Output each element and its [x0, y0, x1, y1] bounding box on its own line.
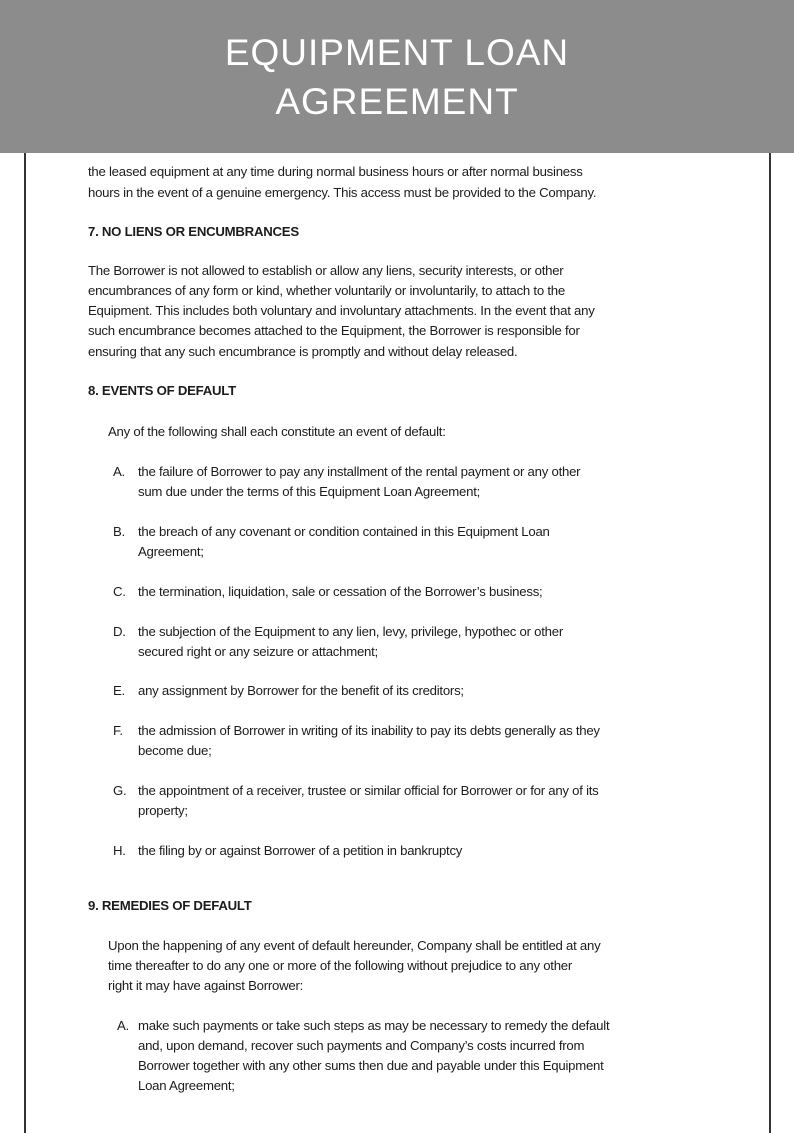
list-item-line: the termination, liquidation, sale or cessation of the Borrower’s business; — [138, 584, 543, 599]
paragraph-line: Any of the following shall each constitute an event of default: — [108, 424, 446, 439]
list-letter: D. — [113, 624, 126, 639]
paragraph-line: such encumbrance becomes attached to the Equipment, the Borrower is responsible for — [88, 323, 580, 338]
list-item-line: the admission of Borrower in writing of its inability to pay its debts generally as they — [138, 723, 600, 738]
list-item-line: Loan Agreement; — [138, 1078, 235, 1093]
list-item-line: sum due under the terms of this Equipment Loan Agreement; — [138, 484, 481, 499]
paragraph-line: Upon the happening of any event of default hereunder, Company shall be entitled at any — [108, 938, 601, 953]
paragraph-line: time thereafter to do any one or more of the following without prejudice to any other — [108, 958, 573, 973]
list-letter: H. — [113, 843, 126, 858]
list-item-line: the breach of any covenant or condition contained in this Equipment Loan — [138, 524, 550, 539]
list-item-line: Agreement; — [138, 544, 204, 559]
list-letter: B. — [113, 524, 125, 539]
paragraph-line: ensuring that any such encumbrance is promptly and without delay released. — [88, 344, 518, 359]
list-item-line: secured right or any seizure or attachment; — [138, 644, 378, 659]
title-line-2: AGREEMENT — [275, 81, 519, 122]
list-item-line: the failure of Borrower to pay any installment of the rental payment or any other — [138, 464, 581, 479]
paragraph-line: right it may have against Borrower: — [108, 978, 304, 993]
title-banner — [0, 0, 794, 153]
list-item-line: and, upon demand, recover such payments and Company’s costs incurred from — [138, 1038, 585, 1053]
list-letter: A. — [113, 464, 125, 479]
title-line-1: EQUIPMENT LOAN — [224, 32, 570, 73]
list-letter: A. — [117, 1018, 129, 1033]
paragraph-line: Equipment. This includes both voluntary and involuntary attachments. In the event that any — [88, 303, 595, 318]
list-item-line: Borrower together with any other sums then due and payable under this Equipment — [138, 1058, 604, 1073]
section-heading: 8. EVENTS OF DEFAULT — [88, 383, 236, 398]
section-heading: 7. NO LIENS OR ENCUMBRANCES — [88, 224, 299, 239]
paragraph-line: The Borrower is not allowed to establish or allow any liens, security interests, or other — [88, 263, 564, 278]
list-item-line: any assignment by Borrower for the benefit of its creditors; — [138, 683, 464, 698]
paragraph-line: hours in the event of a genuine emergency. This access must be provided to the Company. — [88, 185, 597, 200]
paragraph-line: encumbrances of any form or kind, whether voluntarily or involuntarily, to attach to the — [88, 283, 565, 298]
list-item-line: property; — [138, 803, 188, 818]
section-heading: 9. REMEDIES OF DEFAULT — [88, 898, 252, 913]
list-item-line: the subjection of the Equipment to any lien, levy, privilege, hypothec or other — [138, 624, 563, 639]
list-letter: E. — [113, 683, 125, 698]
list-letter: C. — [113, 584, 126, 599]
list-item-line: the appointment of a receiver, trustee or similar official for Borrower or for any of its — [138, 783, 599, 798]
list-item-line: the filing by or against Borrower of a petition in bankruptcy — [138, 843, 463, 858]
list-item-line: become due; — [138, 743, 212, 758]
list-letter: F. — [113, 723, 123, 738]
list-item-line: make such payments or take such steps as may be necessary to remedy the default — [138, 1018, 610, 1033]
list-letter: G. — [113, 783, 127, 798]
paragraph-line: the leased equipment at any time during normal business hours or after normal business — [88, 164, 583, 179]
